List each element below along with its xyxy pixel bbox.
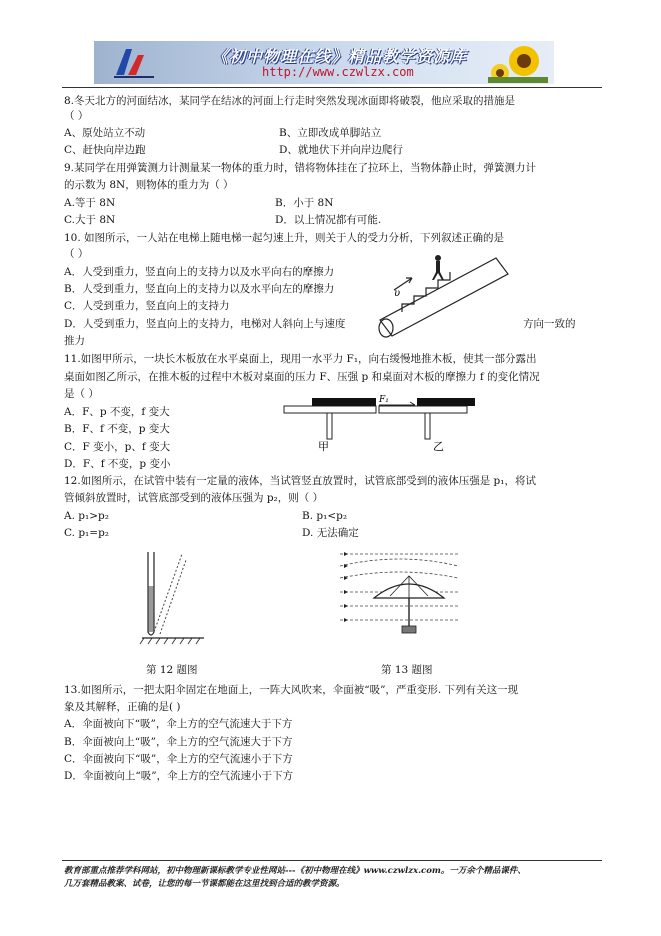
q11-bracket: 是（ ） bbox=[64, 388, 99, 400]
q12-option-a: A. p₁>p₂ bbox=[64, 510, 109, 522]
q8-stem: 8.冬天北方的河面结冰，某同学在结冰的河面上行走时突然发现冰面即将破裂，他应采取的措施是 bbox=[64, 95, 516, 107]
q9-option-c: C.大于 8N bbox=[64, 214, 116, 226]
label-jia: 甲 bbox=[318, 440, 329, 453]
q13-option-a: A．伞面被向下“吸”，伞上方的空气流速大于下方 bbox=[64, 718, 293, 730]
q8-bracket: （ ） bbox=[64, 110, 89, 122]
test-tube-figure bbox=[138, 550, 208, 646]
q8-option-c: C、赶快向岸边跑 bbox=[64, 144, 146, 156]
velocity-label: υ bbox=[394, 288, 401, 299]
q11-stem: 11.如图甲所示，一块长木板放在水平桌面上，现用一水平力 F₁，向右缓慢地推木板，使其一部分露出 bbox=[64, 353, 537, 365]
q12-option-b: B. p₁<p₂ bbox=[302, 510, 348, 522]
umbrella-figure bbox=[338, 548, 464, 642]
q10-option-a: A．人受到重力，竖直向上的支持力以及水平向右的摩擦力 bbox=[64, 266, 335, 278]
q9-stem: 9.某同学在用弹簧测力计测量某一物体的重力时，错将物体挂在了拉环上，当物体静止时，弹簧测力计 bbox=[64, 162, 537, 174]
q12-option-c: C. p₁=p₂ bbox=[64, 527, 109, 539]
q12-stem: 12.如图所示，在试管中装有一定量的液体，当试管竖直放置时，试管底部受到的液体压强是 p₁，将试 bbox=[64, 475, 536, 487]
q9-option-a: A.等于 8N bbox=[64, 197, 116, 209]
q9-stem-2: 的示数为 8N，则物体的重力为（ ） bbox=[64, 179, 234, 191]
q10-option-d-end: 推力 bbox=[64, 335, 85, 347]
table-board-figure-yi bbox=[377, 392, 477, 458]
force-f1-label: F₁ bbox=[379, 395, 389, 405]
q8-option-d: D、就地伏下并向岸边爬行 bbox=[279, 144, 403, 156]
q12-option-d: D. 无法确定 bbox=[302, 527, 359, 539]
q13-stem: 13.如图所示，一把太阳伞固定在地面上，一阵大风吹来，伞面被“吸”，严重变形. 下列有关这一现 bbox=[64, 684, 519, 696]
label-yi: 乙 bbox=[433, 440, 444, 453]
footer-line-1: 教育部重点推荐学科网站，初中物理新课标教学专业性网站---《初中物理在线》www.czwlzx.com。一万余个精品课件、 bbox=[64, 866, 526, 876]
q10-bracket: （ ） bbox=[64, 248, 89, 260]
caption-q12: 第 12 题图 bbox=[146, 664, 198, 676]
q12-stem-2: 管倾斜放置时，试管底部受到的液体压强为 p₂，则（ ） bbox=[64, 492, 324, 504]
site-logo-icon bbox=[112, 45, 156, 79]
q9-option-d: D．以上情况都有可能. bbox=[275, 214, 382, 226]
header-banner bbox=[94, 41, 554, 84]
q10-option-d-cont: 方向一致的 bbox=[523, 318, 576, 330]
q8-option-b: B、立即改成单脚站立 bbox=[279, 127, 382, 139]
q13-option-d: D．伞面被向上“吸”，伞上方的空气流速小于下方 bbox=[64, 770, 294, 782]
sunflower-icon bbox=[488, 43, 548, 83]
q8-option-a: A、原处站立不动 bbox=[64, 127, 146, 139]
q11-option-d: D．F、f 不变，p 变小 bbox=[64, 458, 171, 470]
banner-title: 《初中物理在线》精品教学资源库 bbox=[212, 47, 468, 66]
banner-url[interactable]: http://www.czwlzx.com bbox=[262, 65, 414, 79]
footer-rule bbox=[62, 860, 602, 861]
q11-option-a: A．F、p 不变，f 变大 bbox=[64, 406, 170, 418]
q9-option-b: B．小于 8N bbox=[275, 197, 334, 209]
table-board-figure-jia bbox=[282, 392, 382, 458]
q10-stem: 10. 如图所示，一人站在电梯上随电梯一起匀速上升，则关于人的受力分析，下列叙述正确的是 bbox=[64, 232, 505, 244]
q11-option-c: C．F 变小，p、f 变大 bbox=[64, 441, 171, 453]
person-icon bbox=[432, 255, 444, 280]
q11-option-b: B．F、f 不变，p 变大 bbox=[64, 423, 170, 435]
q13-option-c: C．伞面被向下“吸”，伞上方的空气流速小于下方 bbox=[64, 753, 293, 765]
q11-stem-2: 桌面如图乙所示，在推木板的过程中木板对桌面的压力 F、压强 p 和桌面对木板的摩擦力 f 的变化情况 bbox=[64, 371, 540, 383]
q13-option-b: B．伞面被向上“吸”，伞上方的空气流速大于下方 bbox=[64, 736, 293, 748]
q10-option-c: C．人受到重力，竖直向上的支持力 bbox=[64, 300, 230, 312]
q10-option-b: B．人受到重力，竖直向上的支持力以及水平向左的摩擦力 bbox=[64, 283, 335, 295]
caption-q13: 第 13 题图 bbox=[381, 664, 433, 676]
q10-option-d: D．人受到重力，竖直向上的支持力，电梯对人斜向上与速度 bbox=[64, 318, 346, 330]
footer-line-2: 几万套精品教案、试卷，让您的每一节课都能在这里找到合适的教学资源。 bbox=[64, 879, 345, 889]
header-rule bbox=[62, 87, 602, 88]
escalator-figure bbox=[372, 250, 522, 342]
q13-stem-2: 象及其解释，正确的是( ) bbox=[64, 701, 181, 713]
